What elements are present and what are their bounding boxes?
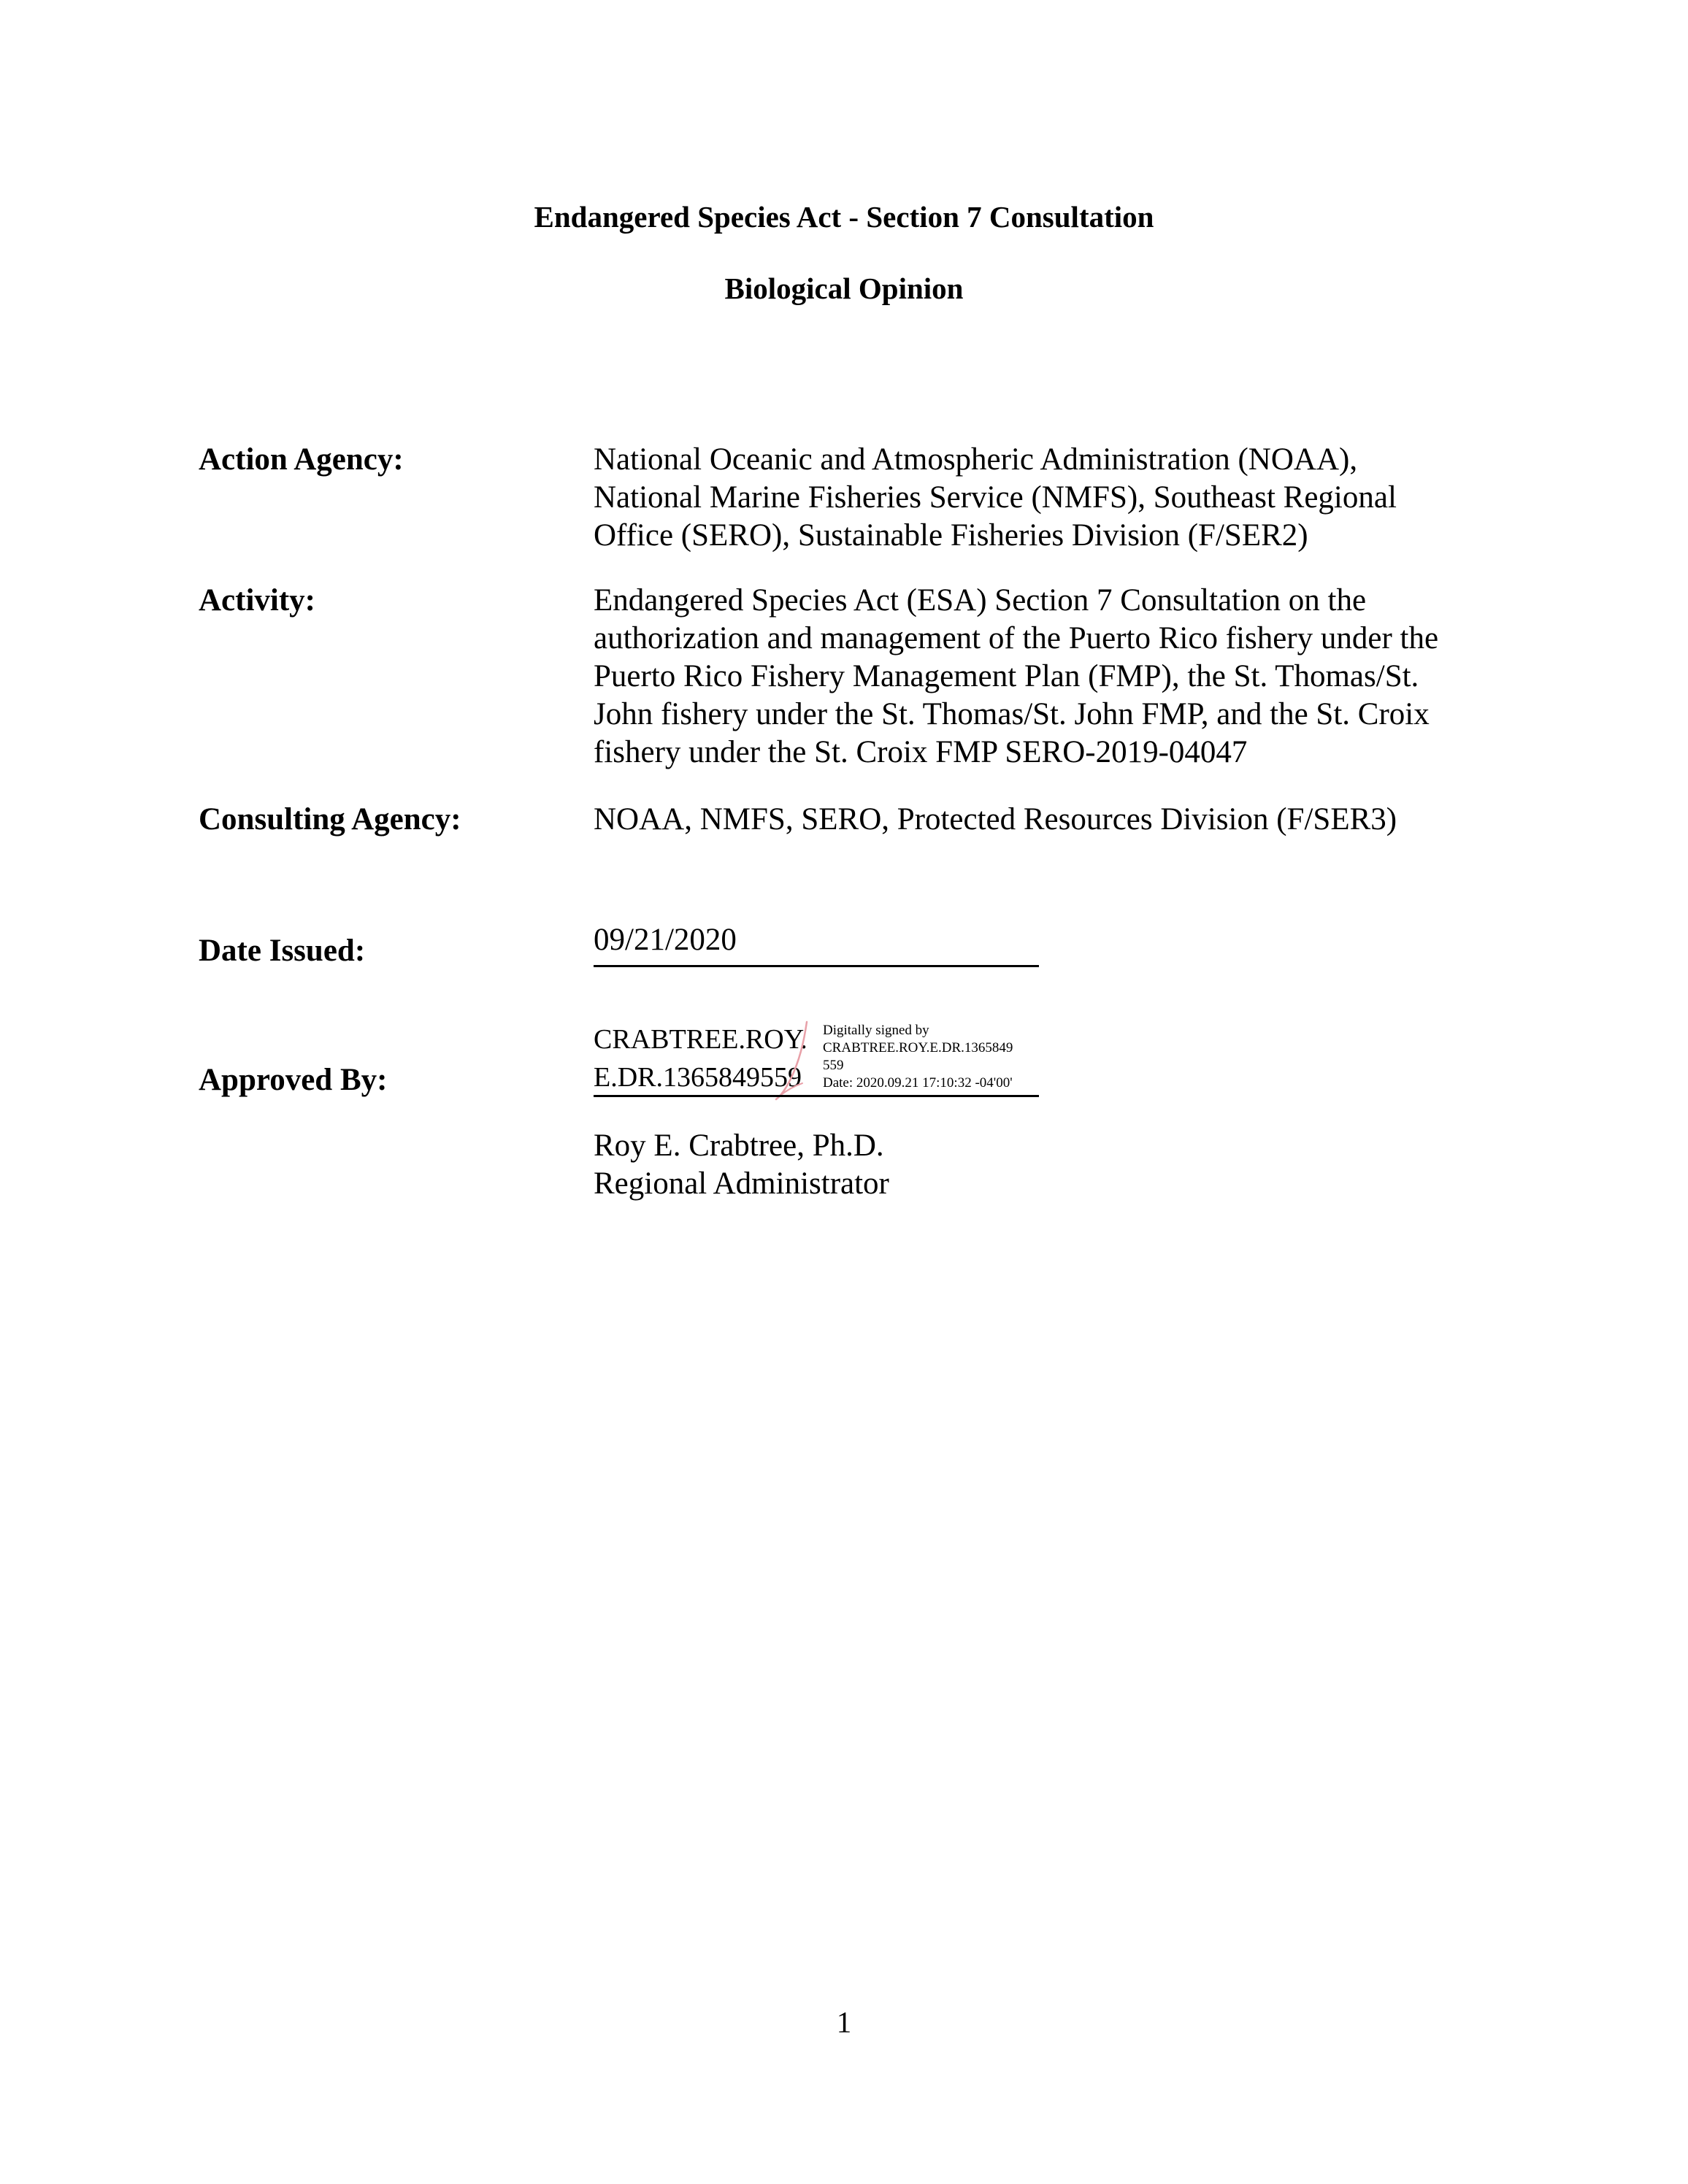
approver-block — [594, 1127, 1543, 1203]
activity-line: authorization and management of the Puerto Rico fishery under the — [594, 621, 1439, 655]
action-agency-label: Action Agency: — [199, 442, 404, 477]
activity-line: Puerto Rico Fishery Management Plan (FMP), the St. Thomas/St. — [594, 659, 1419, 693]
activity-value — [594, 582, 1543, 772]
date-underline — [594, 965, 1039, 967]
action-agency-value — [594, 441, 1543, 555]
signature-details-line: Digitally signed by — [823, 1023, 929, 1038]
date-issued-value: 09/21/2020 — [594, 923, 737, 957]
signature-signer-line: E.DR.1365849559 — [594, 1062, 802, 1093]
date-issued-label: Date Issued: — [199, 934, 366, 968]
activity-line: fishery under the St. Croix FMP SERO-2019-04047 — [594, 735, 1248, 769]
signature-details — [823, 1022, 1013, 1092]
action-agency-line: National Oceanic and Atmospheric Administration (NOAA), — [594, 442, 1358, 477]
approver-title: Regional Administrator — [594, 1166, 889, 1201]
activity-line: John fishery under the St. Thomas/St. John FMP, and the St. Croix — [594, 697, 1430, 731]
approver-name: Roy E. Crabtree, Ph.D. — [594, 1128, 884, 1163]
activity-line: Endangered Species Act (ESA) Section 7 Consultation on the — [594, 583, 1367, 618]
page-number: 1 — [836, 2005, 852, 2039]
action-agency-line: National Marine Fisheries Service (NMFS), Southeast Regional — [594, 480, 1397, 515]
signature-mark-icon — [761, 1020, 827, 1101]
document-subtitle: Biological Opinion — [724, 272, 964, 305]
signature-underline — [594, 1095, 1039, 1097]
digital-signature[interactable] — [594, 1020, 1046, 1101]
signature-details-line: CRABTREE.ROY.E.DR.1365849 — [823, 1040, 1013, 1056]
signature-details-line: 559 — [823, 1058, 844, 1073]
action-agency-line: Office (SERO), Sustainable Fisheries Division (F/SER2) — [594, 518, 1308, 553]
signature-signer-line: CRABTREE.ROY. — [594, 1024, 807, 1055]
activity-label: Activity: — [199, 583, 315, 618]
consulting-agency-value: NOAA, NMFS, SERO, Protected Resources Division (F/SER3) — [594, 802, 1397, 837]
signature-details-line: Date: 2020.09.21 17:10:32 -04'00' — [823, 1075, 1013, 1091]
approved-by-label: Approved By: — [199, 1063, 388, 1097]
consulting-agency-label: Consulting Agency: — [199, 802, 461, 837]
document-title: Endangered Species Act - Section 7 Consultation — [534, 200, 1154, 234]
